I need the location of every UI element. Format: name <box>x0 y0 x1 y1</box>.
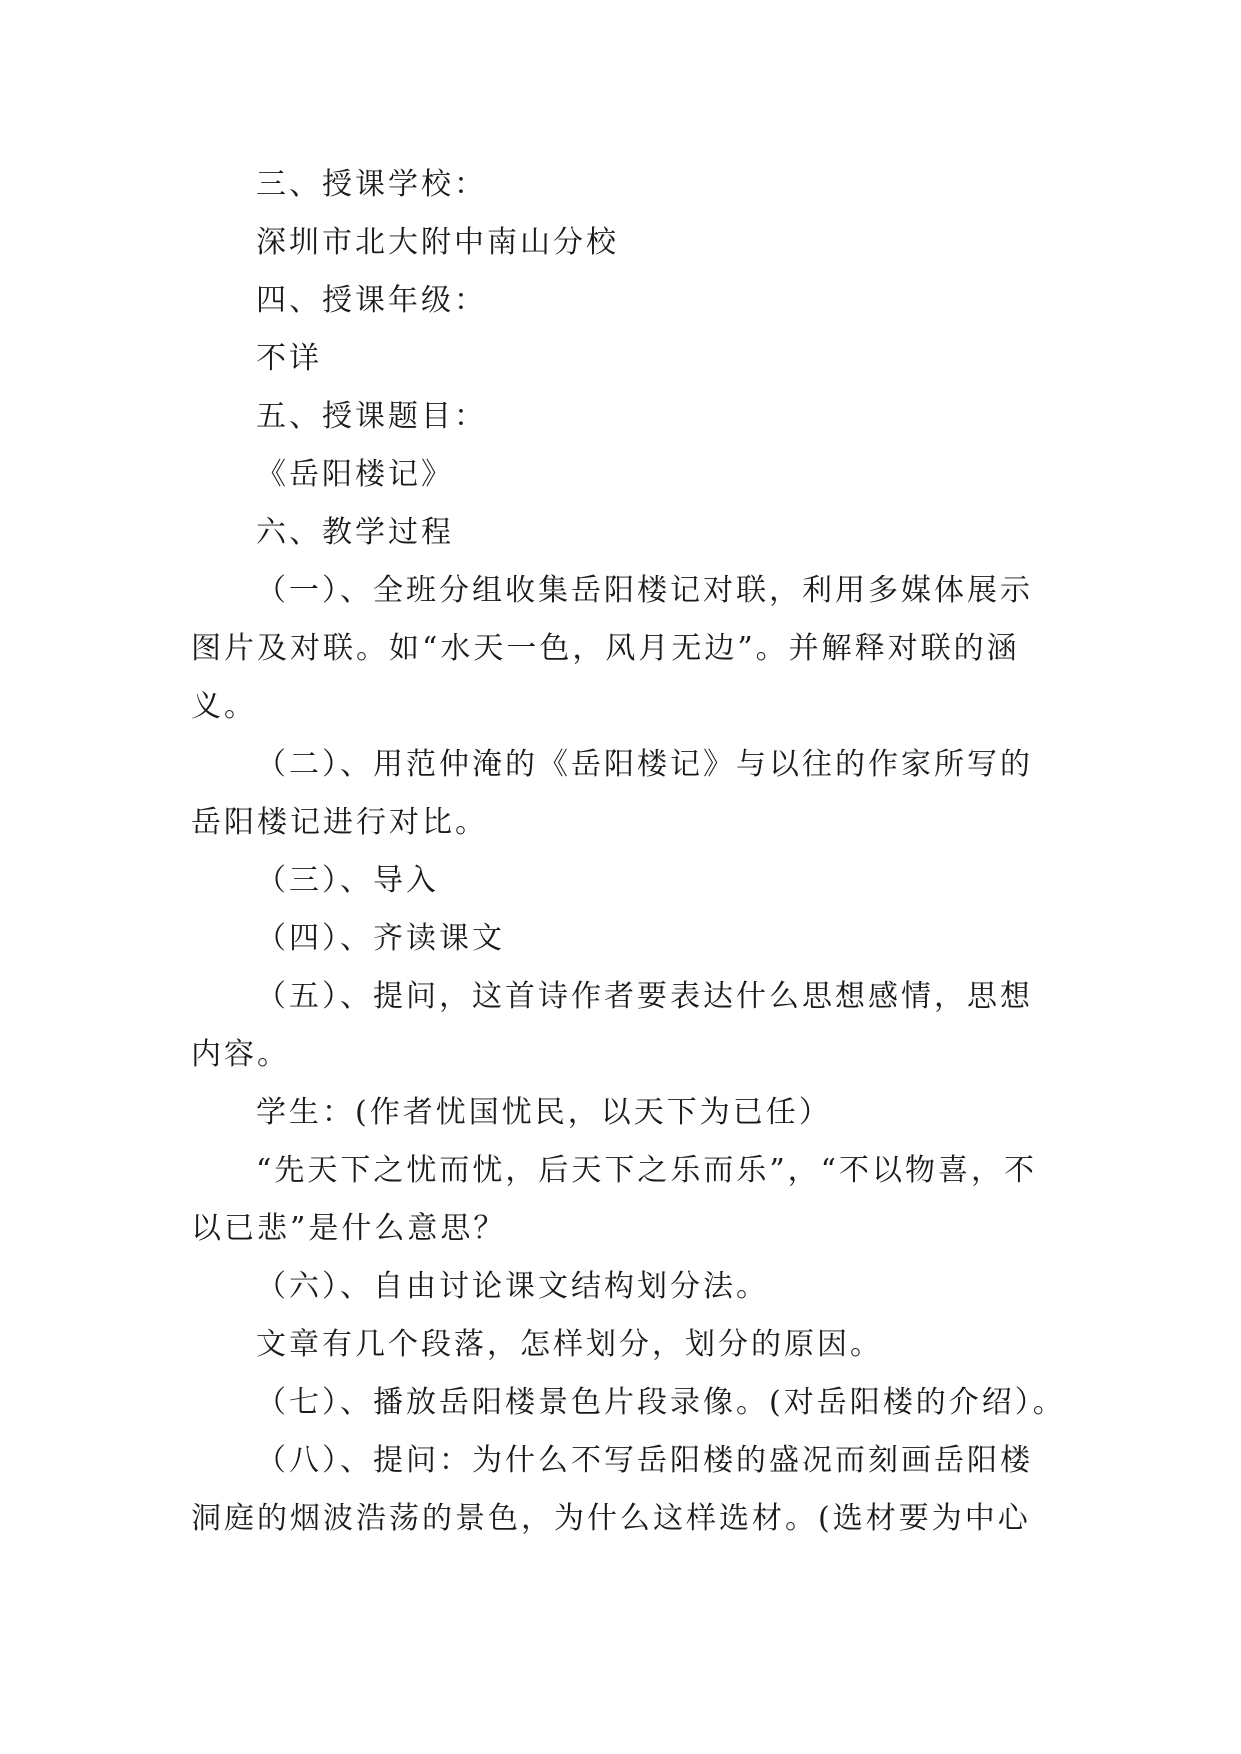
step-7: （七）、播放岳阳楼景色片段录像。(对岳阳楼的介绍）。 <box>256 1385 1066 1420</box>
step-6-detail: 文章有几个段落，怎样划分，划分的原因。 <box>256 1327 883 1362</box>
heading-process: 六、教学过程 <box>256 515 454 550</box>
topic-value: 《岳阳楼记》 <box>256 457 454 492</box>
heading-grade: 四、授课年级： <box>256 283 487 318</box>
step-2-line-1: （二）、用范仲淹的《岳阳楼记》与以往的作家所写的 <box>256 747 1033 782</box>
step-8-line-1: （八）、提问：为什么不写岳阳楼的盛况而刻画岳阳楼 <box>256 1443 1033 1478</box>
quote-line-2: 以已悲”是什么意思？ <box>191 1211 507 1246</box>
step-3: （三）、导入 <box>256 863 439 898</box>
heading-topic: 五、授课题目： <box>256 399 487 434</box>
step-5-line-1: （五）、提问，这首诗作者要表达什么思想感情，思想 <box>256 979 1033 1014</box>
step-1-line-1: （一）、全班分组收集岳阳楼记对联，利用多媒体展示 <box>256 573 1033 608</box>
student-answer: 学生：(作者忧国忧民，以天下为已任） <box>256 1095 832 1130</box>
step-1-line-3: 义。 <box>191 689 257 724</box>
heading-school: 三、授课学校： <box>256 167 487 202</box>
grade-value: 不详 <box>256 341 322 376</box>
step-6: （六）、自由讨论课文结构划分法。 <box>256 1269 769 1304</box>
step-1-line-2: 图片及对联。如“水天一色，风月无边”。并解释对联的涵 <box>191 631 1020 666</box>
step-5-line-2: 内容。 <box>191 1037 290 1072</box>
step-8-line-2: 洞庭的烟波浩荡的景色，为什么这样选材。(选材要为中心 <box>191 1501 1031 1536</box>
quote-line-1: “先天下之忧而忧，后天下之乐而乐”，“不以物喜，不 <box>256 1153 1038 1188</box>
step-2-line-2: 岳阳楼记进行对比。 <box>191 805 488 840</box>
school-name: 深圳市北大附中南山分校 <box>256 225 619 260</box>
step-4: （四）、齐读课文 <box>256 921 505 956</box>
